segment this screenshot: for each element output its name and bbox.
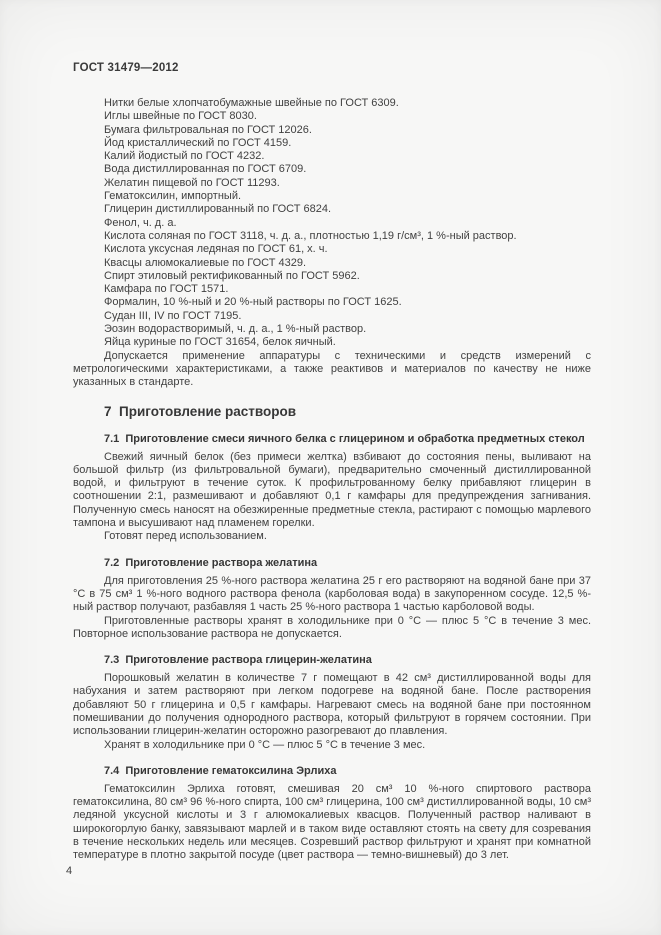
subsection-7-3-title: 7.3 Приготовление раствора глицерин-желатина bbox=[104, 654, 372, 667]
subsection-7-4 bbox=[73, 764, 591, 863]
page-number: 4 bbox=[66, 864, 73, 877]
subsection-7-3-paragraph: Порошковый желатин в количестве 7 г помещают в 42 см³ дистиллированной воды для набухания и затем растворяют при легком подогреве на водяной бане. После растворения добавляют 50 г глицерина и 0,5 г камфары. Нагревают смесь на водяной бане при постоянном помешивании до получения однородного раствора, который фильтруют в горячем состоянии. При использовании глицерин-желатин осторожно разогревают до плавления. bbox=[73, 672, 591, 738]
materials-list-item: Вода дистиллированная по ГОСТ 6709. bbox=[104, 163, 307, 176]
subsection-7-2-paragraph: Для приготовления 25 %-ного раствора желатина 25 г его растворяют на водяной бане при 37 °С в 75 см³ 1 %-ного водного раствора фенола (карболовая вода) в закупоренном сосуде. 12,5 %-ный раствор получают, разбавляя 1 часть 25 %-ного раствора 1 частью карболовой воды. bbox=[73, 574, 591, 614]
materials-list-item: Иглы швейные по ГОСТ 8030. bbox=[104, 110, 257, 123]
materials-list-item: Глицерин дистиллированный по ГОСТ 6824. bbox=[104, 203, 332, 216]
subsection-7-2 bbox=[73, 556, 591, 641]
materials-list-item: Йод кристаллический по ГОСТ 4159. bbox=[104, 136, 292, 149]
subsection-7-2-paragraph: Приготовленные растворы хранят в холодильнике при 0 °С — плюс 5 °С в течение 3 мес. Повторное использование раствора не допускается. bbox=[73, 614, 591, 640]
materials-list bbox=[73, 97, 591, 350]
materials-list-item: Квасцы алюмокалиевые по ГОСТ 4329. bbox=[104, 256, 307, 269]
materials-list-item: Фенол, ч. д. а. bbox=[104, 216, 177, 229]
materials-list-item: Гематоксилин, импортный. bbox=[104, 190, 242, 203]
subsection-7-1-paragraph: Свежий яичный белок (без примеси желтка) взбивают до состояния пены, выливают на большой фильтр (из фильтровальной бумаги), предварительно смоченный дистиллированной водой, и фильтруют в течение суток. К профильтрованному белку прибавляют глицерин в соотношении 2:1, размешивают и добавляют 0,1 г камфары для предупреждения загнивания. Полученную смесь наносят на обезжиренные предметные стекла, растирают с помощью марлевого тампона и высушивают над пламенем горелки. bbox=[73, 450, 591, 530]
materials-list-item: Бумага фильтровальная по ГОСТ 12026. bbox=[104, 123, 312, 136]
subsection-7-1-paragraph: Готовят перед использованием. bbox=[104, 530, 267, 543]
materials-list-item: Камфара по ГОСТ 1571. bbox=[104, 283, 229, 296]
materials-list-item: Кислота соляная по ГОСТ 3118, ч. д. а., плотностью 1,19 г/см³, 1 %-ный раствор. bbox=[104, 229, 517, 242]
materials-list-item: Яйца куриные по ГОСТ 31654, белок яичный. bbox=[104, 336, 336, 349]
materials-list-item: Судан III, IV по ГОСТ 7195. bbox=[104, 309, 242, 322]
materials-list-item: Нитки белые хлопчатобумажные швейные по ГОСТ 6309. bbox=[104, 97, 399, 109]
subsection-7-3-paragraph: Хранят в холодильнике при 0 °С — плюс 5 °С в течение 3 мес. bbox=[104, 738, 426, 751]
materials-list-item: Кислота уксусная ледяная по ГОСТ 61, х. ч. bbox=[104, 243, 328, 256]
subsection-7-2-title: 7.2 Приготовление раствора желатина bbox=[104, 556, 318, 569]
materials-list-item: Калий йодистый по ГОСТ 4232. bbox=[104, 150, 265, 163]
subsection-7-3 bbox=[73, 653, 591, 752]
materials-list-item: Формалин, 10 %-ный и 20 %-ный растворы по ГОСТ 1625. bbox=[104, 296, 402, 309]
subsection-7-4-paragraph: Гематоксилин Эрлиха готовят, смешивая 20 см³ 10 %-ного спиртового раствора гематоксилина, 80 см³ 96 %-ного спирта, 100 см³ глицерина, 100 см³ дистиллированной воды, 10 см³ ледяной уксусной кислоты и 3 г алюмокалиевых квасцов. Полученный раствор наливают в широкогорлую банку, завязывают марлей и в таком виде оставляют стоять на свету для созревания в течение нескольких недель или месяцев. Созревший раствор фильтруют и хранят при комнатной температуре в плотно закрытой посуде (цвет раствора — темно-вишневый) до 3 лет. bbox=[73, 782, 591, 862]
subsection-7-1-title: 7.1 Приготовление смеси яичного белка с глицерином и обработка предметных стекол bbox=[104, 432, 585, 445]
materials-list-item: Эозин водорастворимый, ч. д. а., 1 %-ный раствор. bbox=[104, 323, 367, 336]
subsection-7-1 bbox=[73, 432, 591, 544]
document-header: ГОСТ 31479—2012 bbox=[73, 62, 179, 74]
materials-list-item: Желатин пищевой по ГОСТ 11293. bbox=[104, 176, 280, 189]
materials-list-item: Спирт этиловый ректификованный по ГОСТ 5962. bbox=[104, 269, 360, 282]
materials-note: Допускается применение аппаратуры с техническими и средств измерений с метрологическими характеристиками, а также реактивов и материалов по качеству не ниже указанных в стандарте. bbox=[73, 349, 591, 389]
subsection-7-4-title: 7.4 Приготовление гематоксилина Эрлиха bbox=[104, 764, 337, 777]
section-7-title: 7 Приготовление растворов bbox=[104, 403, 297, 419]
